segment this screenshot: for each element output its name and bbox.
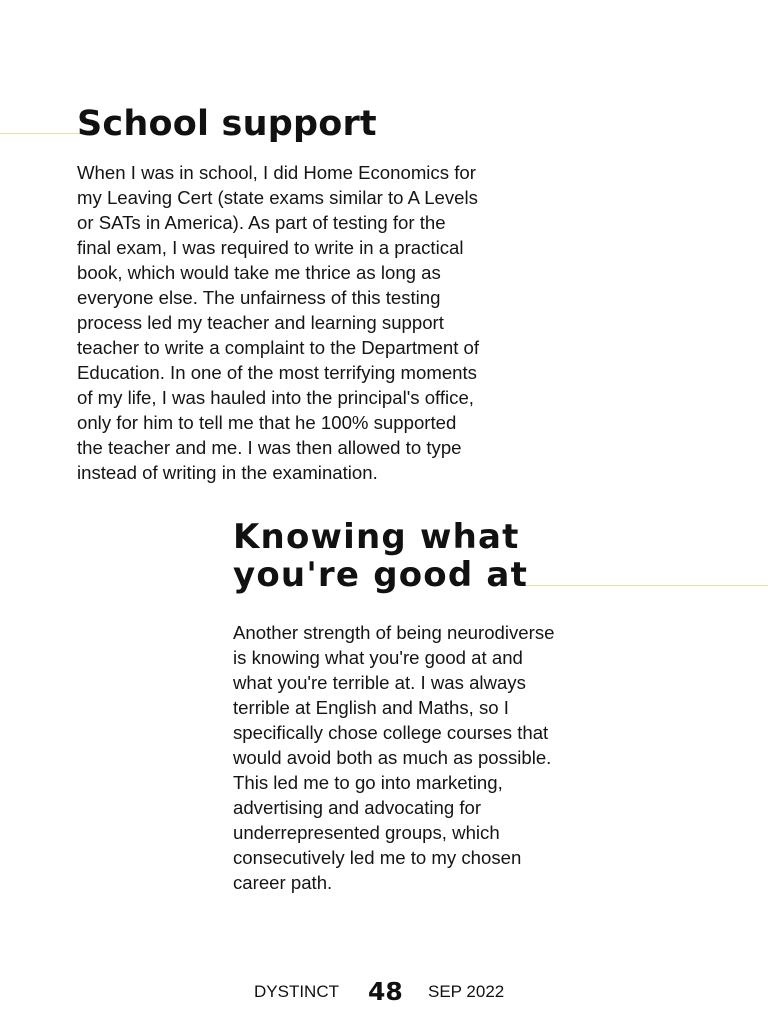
paragraph-line: final exam, I was required to write in a practical [77, 237, 464, 258]
decorative-rule-right [520, 585, 768, 586]
paragraph-line: teacher to write a complaint to the Department of [77, 337, 480, 358]
school-support-paragraph [77, 160, 597, 485]
paragraph-line: process led my teacher and learning support [77, 312, 444, 333]
publication-name: DYSTINCT [254, 982, 339, 1001]
paragraph-line: terrible at English and Maths, so I [233, 697, 509, 718]
paragraph-line: consecutively led me to my chosen [233, 847, 522, 868]
paragraph-line: the teacher and me. I was then allowed to type [77, 437, 462, 458]
paragraph-line: everyone else. The unfairness of this testing [77, 287, 441, 308]
section-heading-knowing-what-youre-good-at [233, 518, 528, 594]
paragraph-line: underrepresented groups, which [233, 822, 500, 843]
decorative-rule-left [0, 133, 80, 134]
paragraph-line: or SATs in America). As part of testing for the [77, 212, 446, 233]
paragraph-line: Another strength of being neurodiverse [233, 622, 555, 643]
paragraph-line: When I was in school, I did Home Economics for [77, 162, 476, 183]
paragraph-line: This led me to go into marketing, [233, 772, 503, 793]
heading-line: Knowing what [233, 517, 520, 557]
paragraph-line: instead of writing in the examination. [77, 462, 378, 483]
page-footer [0, 978, 768, 1008]
paragraph-line: is knowing what you're good at and [233, 647, 523, 668]
paragraph-line: career path. [233, 872, 333, 893]
section-heading-school-support: School support [77, 104, 377, 144]
paragraph-line: of my life, I was hauled into the principal's office, [77, 387, 474, 408]
paragraph-line: advertising and advocating for [233, 797, 482, 818]
paragraph-line: specifically chose college courses that [233, 722, 549, 743]
heading-line: you're good at [233, 555, 529, 595]
paragraph-line: Education. In one of the most terrifying moments [77, 362, 477, 383]
knowing-paragraph [233, 620, 653, 895]
paragraph-line: my Leaving Cert (state exams similar to A Levels [77, 187, 478, 208]
issue-date: SEP 2022 [428, 982, 505, 1001]
paragraph-line: only for him to tell me that he 100% supported [77, 412, 457, 433]
paragraph-line: would avoid both as much as possible. [233, 747, 552, 768]
paragraph-line: what you're terrible at. I was always [233, 672, 526, 693]
page-number: 48 [368, 977, 403, 1006]
paragraph-line: book, which would take me thrice as long as [77, 262, 441, 283]
